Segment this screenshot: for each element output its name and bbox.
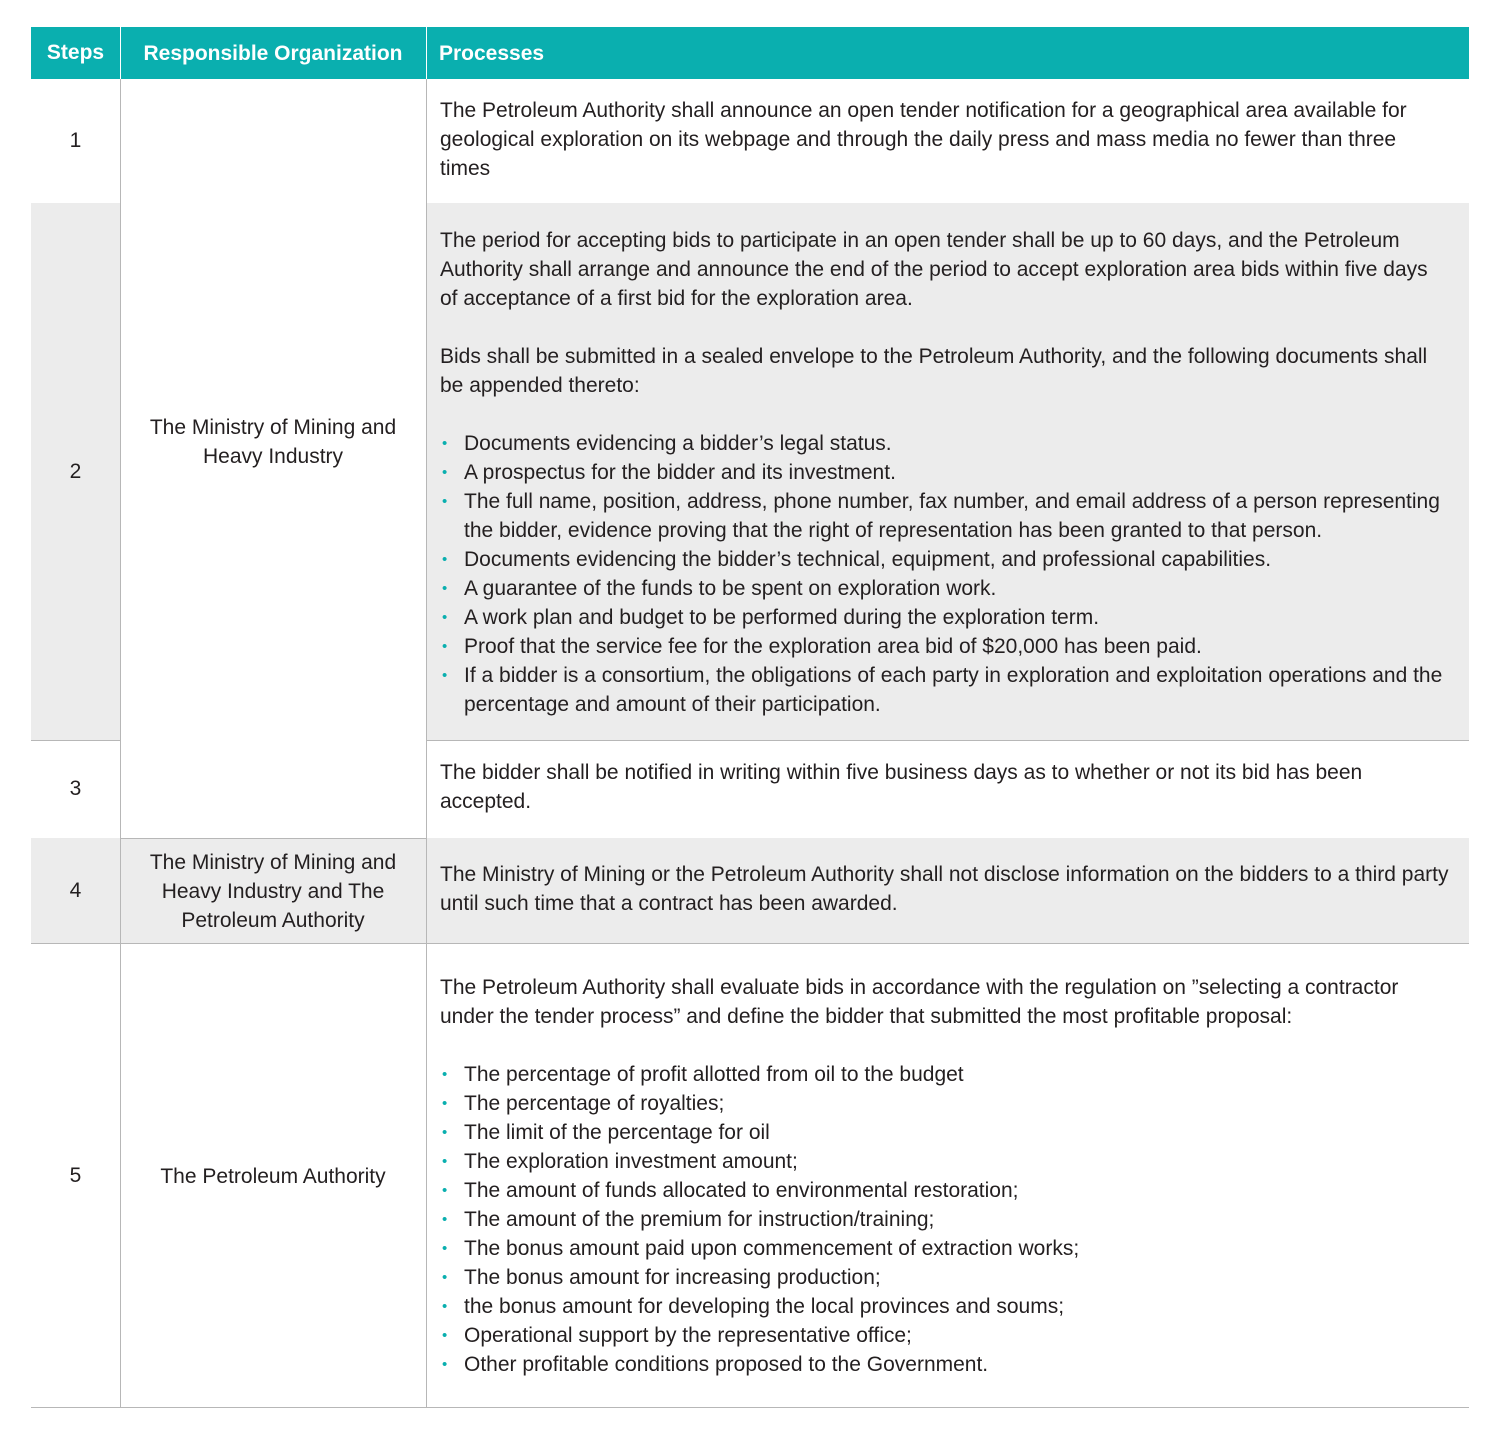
list-item-text: A guarantee of the funds to be spent on exploration work. xyxy=(464,577,997,600)
list-item-text: the bonus amount for developing the local provinces and soums; xyxy=(464,1295,1065,1318)
list-item xyxy=(440,1089,1449,1118)
table-bottom-border xyxy=(31,1407,1469,1408)
list-item xyxy=(440,1118,1449,1147)
document-list xyxy=(440,429,1449,719)
process-text xyxy=(427,973,1469,1379)
list-item xyxy=(440,429,1449,458)
row-divider xyxy=(120,838,426,839)
process-text xyxy=(427,758,1469,816)
process-text xyxy=(427,96,1469,183)
process-paragraph: The period for accepting bids to participate in an open tender shall be up to 60 days, and the Petroleum Authority shall arrange and announce the end of the period to accept exploration area bids within five days of acceptance of a first bid for the exploration area. xyxy=(440,229,1428,310)
bullet-icon: • xyxy=(442,493,448,510)
list-item xyxy=(440,1205,1449,1234)
list-item xyxy=(440,487,1449,545)
bullet-icon: • xyxy=(442,1211,448,1228)
list-item-text: Other profitable conditions proposed to the Government. xyxy=(464,1353,989,1376)
process-paragraph: Bids shall be submitted in a sealed envelope to the Petroleum Authority, and the following documents shall be appended thereto: xyxy=(440,345,1428,397)
list-item-text: If a bidder is a consortium, the obligations of each party in exploration and exploitation operations and the percentage and amount of their participation. xyxy=(464,664,1443,716)
process-text xyxy=(427,860,1469,918)
process-paragraph: The Petroleum Authority shall announce an open tender notification for a geographical area available for geological exploration on its webpage and through the daily press and mass media no fewer than three times xyxy=(440,99,1407,180)
list-item-text: The amount of the premium for instruction/training; xyxy=(464,1208,935,1231)
list-item xyxy=(440,632,1449,661)
column-divider xyxy=(426,79,427,1408)
list-item-text: Proof that the service fee for the exploration area bid of $20,000 has been paid. xyxy=(464,635,1202,658)
bullet-icon: • xyxy=(442,551,448,568)
bullet-icon: • xyxy=(442,1182,448,1199)
responsible-organization: The Petroleum Authority xyxy=(160,1164,386,1188)
list-item xyxy=(440,603,1449,632)
process-paragraph: The bidder shall be notified in writing within five business days as to whether or not its bid has been accepted. xyxy=(440,761,1363,813)
list-item-text: Documents evidencing a bidder’s legal status. xyxy=(464,432,892,455)
bullet-icon: • xyxy=(442,1095,448,1112)
bullet-icon: • xyxy=(442,1124,448,1141)
list-item-text: The percentage of royalties; xyxy=(464,1092,725,1115)
list-item-text: The amount of funds allocated to environmental restoration; xyxy=(464,1179,1019,1202)
bullet-icon: • xyxy=(442,609,448,626)
step-number: 2 xyxy=(69,459,82,483)
row-divider xyxy=(31,740,120,741)
responsible-organization: The Ministry of Mining and Heavy Industry and The Petroleum Authority xyxy=(149,850,397,932)
list-item xyxy=(440,1060,1449,1089)
list-item xyxy=(440,458,1449,487)
header-divider xyxy=(120,27,121,79)
step-number: 3 xyxy=(69,777,82,800)
list-item xyxy=(440,1234,1449,1263)
list-item xyxy=(440,1263,1449,1292)
responsible-organization: The Ministry of Mining and Heavy Industry xyxy=(149,416,397,468)
list-item xyxy=(440,1350,1449,1379)
process-paragraph: The Petroleum Authority shall evaluate bids in accordance with the regulation on ”selecting a contractor under the tender process” and define the bidder that submitted the most profitable proposal: xyxy=(440,976,1399,1028)
tender-process-table xyxy=(31,27,1469,1408)
list-item-text: The bonus amount paid upon commencement of extraction works; xyxy=(464,1237,1080,1260)
list-item xyxy=(440,1147,1449,1176)
list-item-text: The bonus amount for increasing production; xyxy=(464,1266,881,1289)
list-item-text: The full name, position, address, phone number, fax number, and email address of a person representing the bidder, evidence proving that the right of representation has been granted to that person. xyxy=(464,490,1440,542)
list-item xyxy=(440,1321,1449,1350)
list-item xyxy=(440,661,1449,719)
bullet-icon: • xyxy=(442,1298,448,1315)
criteria-list xyxy=(440,1060,1449,1379)
bullet-icon: • xyxy=(442,1240,448,1257)
step-number: 4 xyxy=(69,879,82,902)
header-divider xyxy=(426,27,427,79)
bullet-icon: • xyxy=(442,464,448,481)
list-item-text: The percentage of profit allotted from oil to the budget xyxy=(464,1063,964,1086)
process-text xyxy=(427,226,1469,719)
bullet-icon: • xyxy=(442,1269,448,1286)
bullet-icon: • xyxy=(442,580,448,597)
bullet-icon: • xyxy=(442,1327,448,1344)
list-item-text: Documents evidencing the bidder’s technical, equipment, and professional capabilities. xyxy=(464,548,1272,571)
bullet-icon: • xyxy=(442,1066,448,1083)
list-item xyxy=(440,545,1449,574)
header-responsible-organization: Responsible Organization xyxy=(120,27,426,79)
list-item xyxy=(440,1176,1449,1205)
process-paragraph: The Ministry of Mining or the Petroleum Authority shall not disclose information on the bidders to a third party until such time that a contract has been awarded. xyxy=(440,863,1449,915)
list-item-text: The limit of the percentage for oil xyxy=(464,1121,770,1144)
bullet-icon: • xyxy=(442,667,448,684)
row-divider xyxy=(31,943,1469,944)
list-item xyxy=(440,1292,1449,1321)
list-item-text: Operational support by the representative office; xyxy=(464,1324,912,1347)
list-item-text: A prospectus for the bidder and its investment. xyxy=(464,461,896,484)
row-divider xyxy=(426,740,1469,741)
list-item-text: The exploration investment amount; xyxy=(464,1150,798,1173)
step-number: 5 xyxy=(69,1164,82,1187)
step-number: 1 xyxy=(69,129,82,152)
header-processes: Processes xyxy=(426,27,1469,79)
header-steps: Steps xyxy=(31,27,120,79)
bullet-icon: • xyxy=(442,638,448,655)
bullet-icon: • xyxy=(442,1153,448,1170)
bullet-icon: • xyxy=(442,435,448,452)
column-divider xyxy=(120,79,121,1408)
list-item xyxy=(440,574,1449,603)
bullet-icon: • xyxy=(442,1356,448,1373)
list-item-text: A work plan and budget to be performed during the exploration term. xyxy=(464,606,1100,629)
